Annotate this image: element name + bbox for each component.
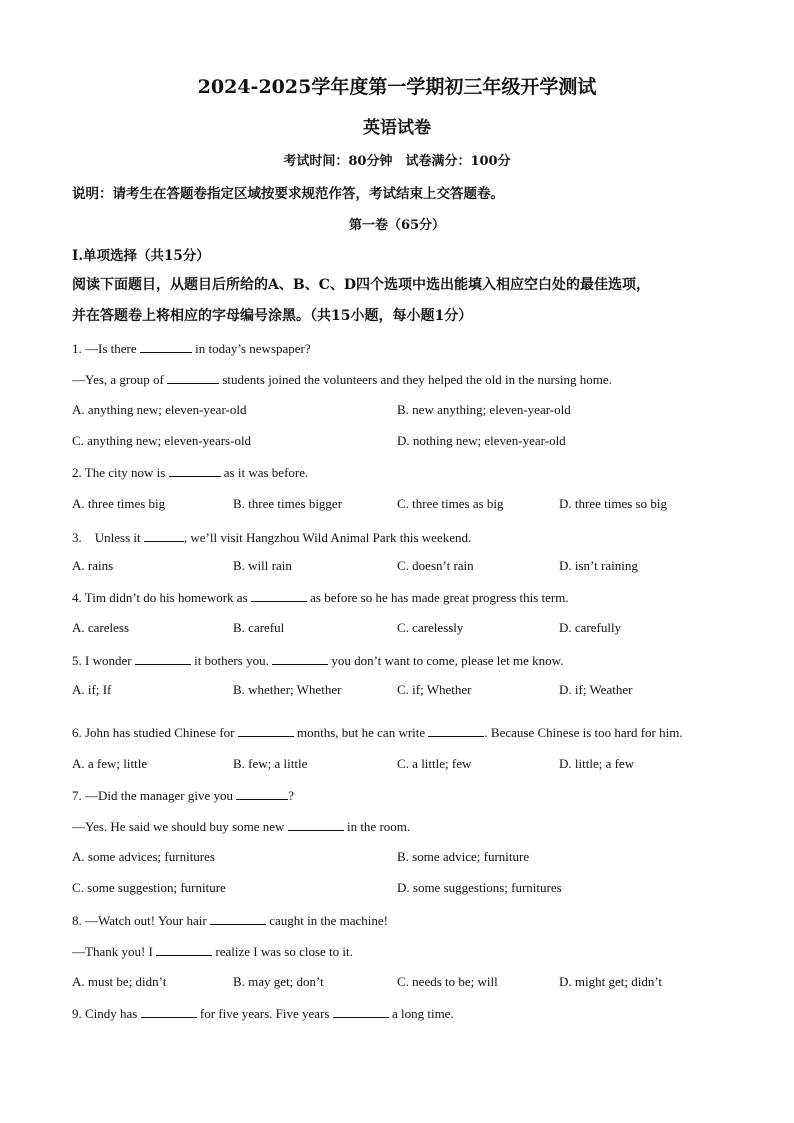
- question-2-option-a: A. three times big: [72, 496, 166, 511]
- answer-blank: [238, 724, 294, 737]
- question-1-option-b: B. new anything; eleven-year-old: [397, 402, 571, 417]
- answer-blank: [141, 1005, 197, 1018]
- question-3-option-d: D. isn’t raining: [559, 558, 638, 573]
- answer-blank: [140, 340, 192, 353]
- question-6-stem: 6. John has studied Chinese for months, but he can write . Because Chinese is too hard for him.: [72, 725, 683, 740]
- question-1-option-a: A. anything new; eleven-year-old: [72, 402, 247, 417]
- question-4-option-b: B. careful: [233, 620, 285, 635]
- question-8-option-b: B. may get; don’t: [233, 974, 324, 989]
- question-7-option-c: C. some suggestion; furniture: [72, 880, 226, 895]
- answer-blank: [333, 1005, 389, 1018]
- answer-blank: [156, 943, 212, 956]
- question-7-reply: —Yes. He said we should buy some new in the room.: [72, 819, 411, 834]
- section-heading: I.单项选择（共15分）: [72, 248, 210, 264]
- exam-subtitle: 英语试卷: [363, 118, 431, 138]
- question-3-stem: 3. Unless it , we’ll visit Hangzhou Wild Animal Park this weekend.: [72, 530, 472, 545]
- question-1-option-c: C. anything new; eleven-years-old: [72, 433, 252, 448]
- answer-blank: [135, 652, 191, 665]
- exam-info: 考试时间：80分钟 试卷满分：100分: [283, 154, 511, 169]
- part-title: 第一卷（65分）: [348, 218, 446, 233]
- question-2-option-c: C. three times as big: [397, 496, 504, 511]
- question-1-option-d: D. nothing new; eleven-year-old: [397, 433, 566, 448]
- question-6-option-b: B. few; a little: [233, 756, 308, 771]
- question-6-option-d: D. little; a few: [559, 756, 635, 771]
- question-8-option-a: A. must be; didn’t: [72, 974, 167, 989]
- answer-blank: [144, 529, 184, 542]
- question-3-option-c: C. doesn’t rain: [397, 558, 474, 573]
- answer-blank: [428, 724, 484, 737]
- question-4-stem: 4. Tim didn’t do his homework as as before so he has made great progress this term.: [72, 590, 569, 605]
- question-3-option-a: A. rains: [72, 558, 114, 573]
- question-8-stem: 8. —Watch out! Your hair caught in the machine!: [72, 913, 388, 928]
- exam-note: 说明：请考生在答题卷指定区域按要求规范作答，考试结束上交答题卷。: [72, 186, 504, 202]
- section-instruction-2: 并在答题卷上将相应的字母编号涂黑。（共15小题，每小题1分）: [72, 308, 473, 324]
- answer-blank: [251, 589, 307, 602]
- question-2-option-d: D. three times so big: [559, 496, 667, 511]
- question-1-stem: 1. —Is there in today’s newspaper?: [72, 341, 311, 356]
- question-7-option-d: D. some suggestions; furnitures: [397, 880, 562, 895]
- question-4-option-c: C. carelessly: [397, 620, 464, 635]
- question-5-stem: 5. I wonder it bothers you. you don’t want to come, please let me know.: [72, 653, 564, 668]
- question-5-option-c: C. if; Whether: [397, 682, 472, 697]
- answer-blank: [169, 464, 221, 477]
- question-3-option-b: B. will rain: [233, 558, 292, 573]
- answer-blank: [210, 912, 266, 925]
- question-2-stem: 2. The city now is as it was before.: [72, 465, 309, 480]
- question-5-option-a: A. if; If: [72, 682, 112, 697]
- question-6-option-c: C. a little; few: [397, 756, 472, 771]
- question-4-option-a: A. careless: [72, 620, 130, 635]
- question-8-reply: —Thank you! I realize I was so close to it.: [72, 944, 353, 959]
- question-6-option-a: A. a few; little: [72, 756, 148, 771]
- question-7-option-a: A. some advices; furnitures: [72, 849, 215, 864]
- question-7-stem: 7. —Did the manager give you ?: [72, 788, 295, 803]
- question-8-option-c: C. needs to be; will: [397, 974, 498, 989]
- section-instruction-1: 阅读下面题目，从题目后所给的A、B、C、D四个选项中选出能填入相应空白处的最佳选项，: [72, 277, 650, 293]
- answer-blank: [288, 818, 344, 831]
- answer-blank: [272, 652, 328, 665]
- question-7-option-b: B. some advice; furniture: [397, 849, 530, 864]
- question-9-stem: 9. Cindy has for five years. Five years a long time.: [72, 1006, 454, 1021]
- question-5-option-b: B. whether; Whether: [233, 682, 342, 697]
- exam-title: 2024-2025学年度第一学期初三年级开学测试: [197, 76, 597, 98]
- question-1-reply: —Yes, a group of students joined the volunteers and they helped the old in the nursing home.: [72, 372, 612, 387]
- question-2-option-b: B. three times bigger: [233, 496, 343, 511]
- question-8-option-d: D. might get; didn’t: [559, 974, 663, 989]
- question-5-option-d: D. if; Weather: [559, 682, 633, 697]
- answer-blank: [167, 371, 219, 384]
- answer-blank: [236, 787, 288, 800]
- question-4-option-d: D. carefully: [559, 620, 622, 635]
